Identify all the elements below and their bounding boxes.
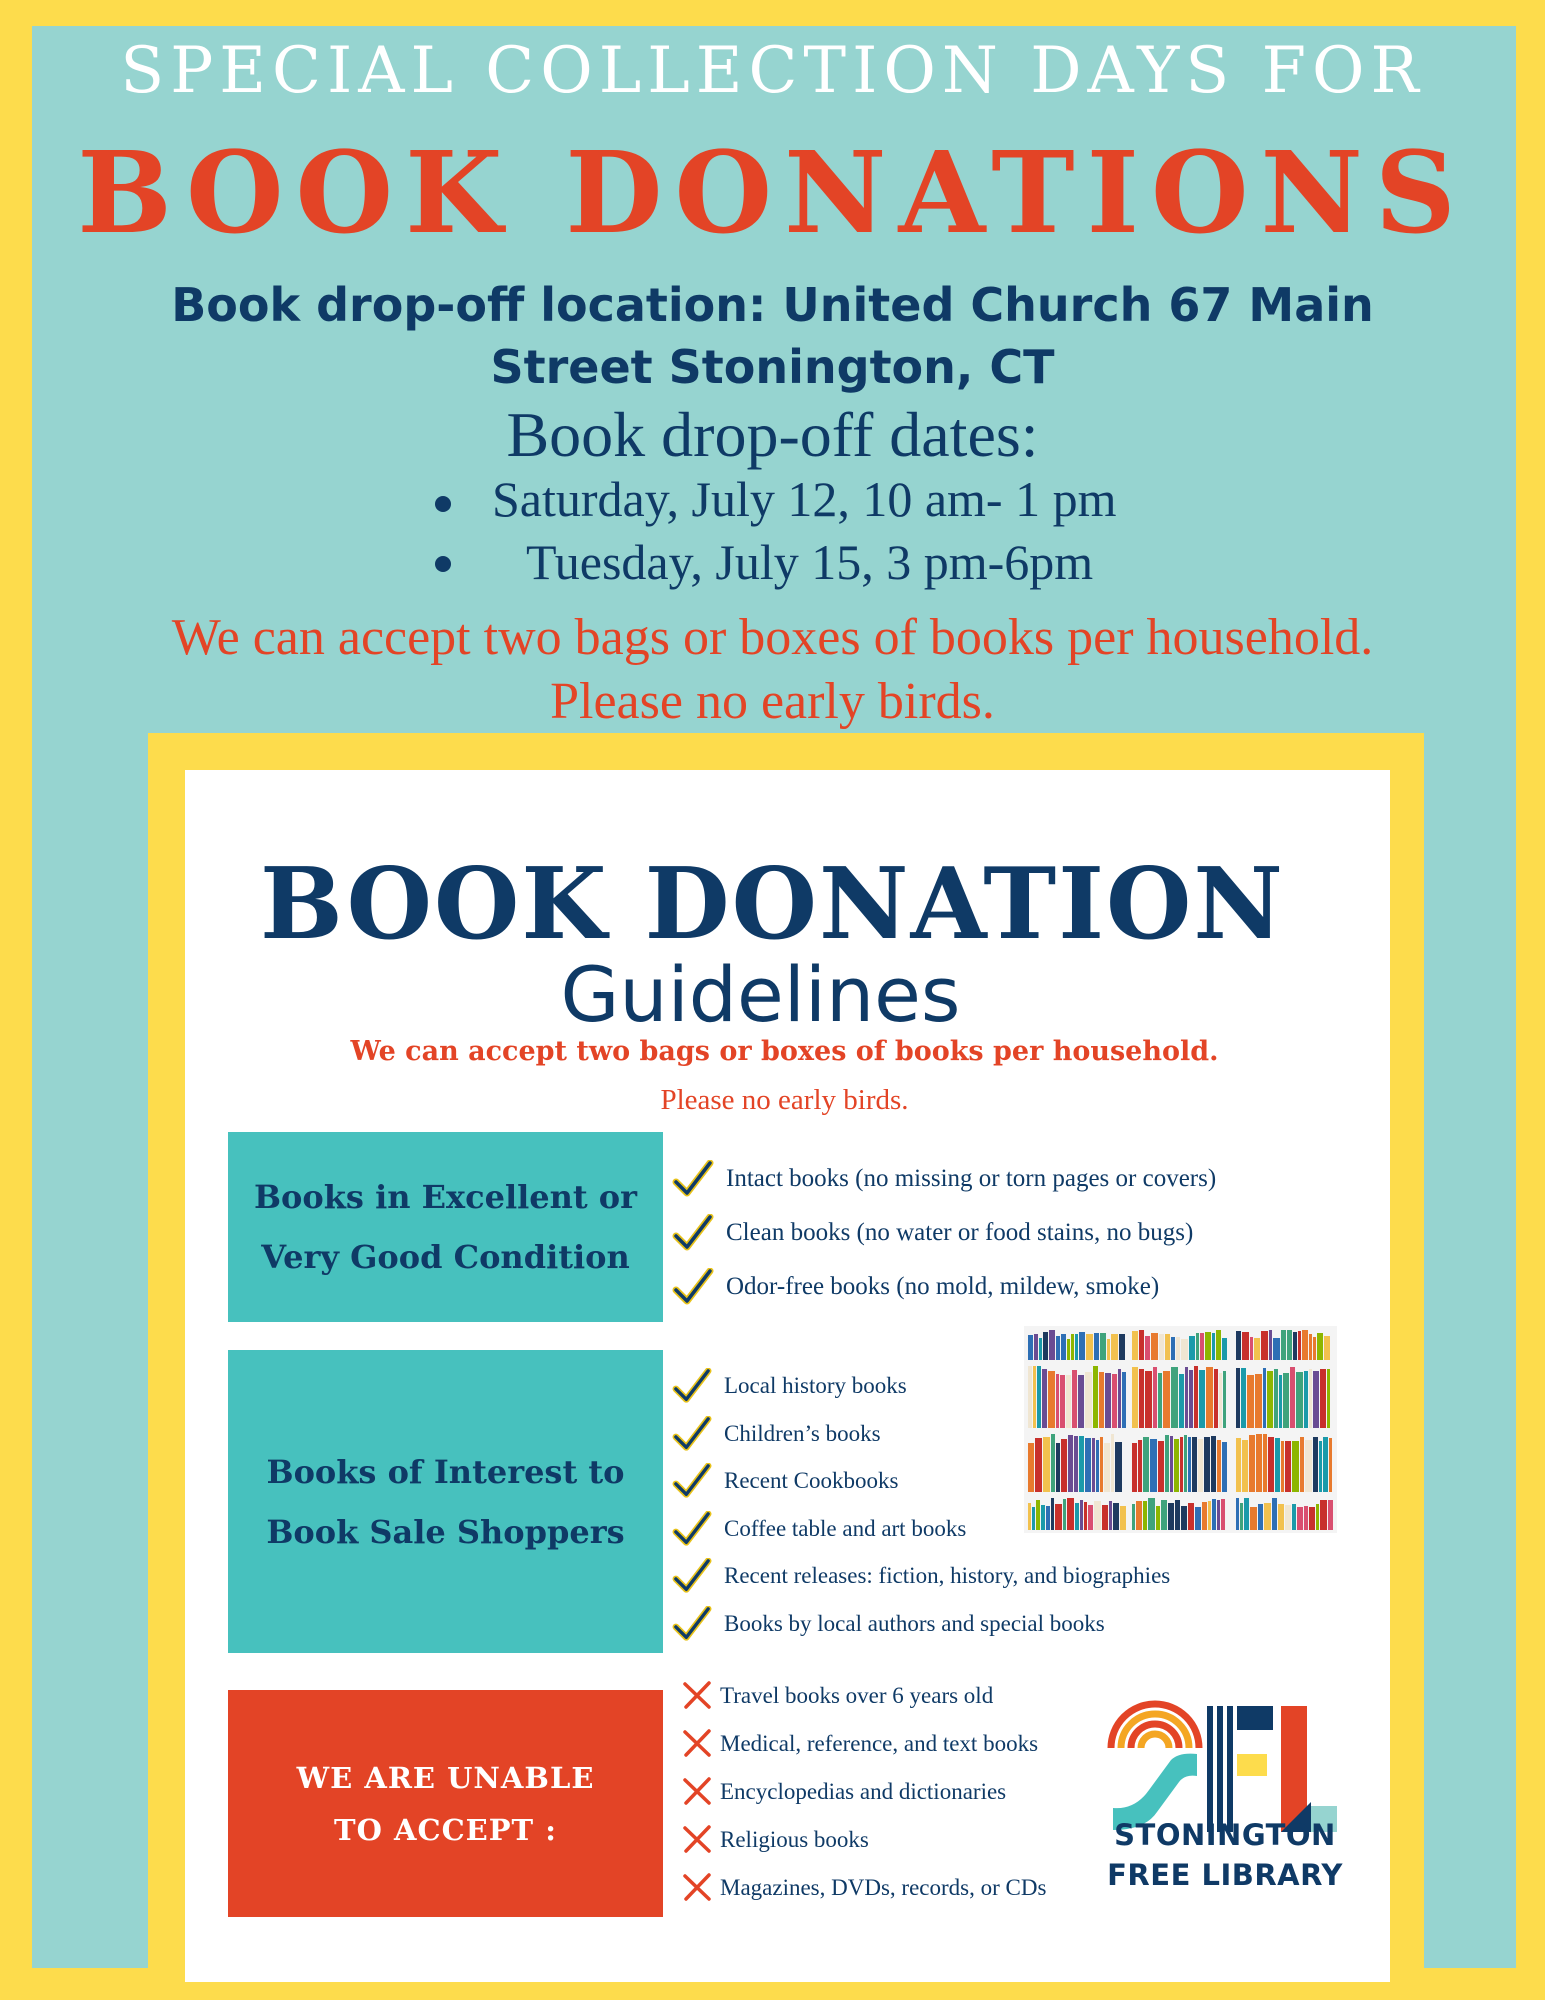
book-spine (1297, 1507, 1303, 1530)
book-spine (1249, 1435, 1255, 1492)
list-item (680, 1870, 1046, 1918)
unable-label-box (228, 1690, 663, 1917)
book-spine (1204, 1437, 1210, 1492)
interest-label-box (228, 1350, 663, 1653)
book-spine (1109, 1501, 1112, 1530)
book-spine (1293, 1332, 1297, 1360)
book-spine (1300, 1437, 1304, 1492)
list-item (680, 1726, 1046, 1774)
guidelines-note: We can accept two bags or boxes of books per household. (350, 1036, 1219, 1067)
book-spine (1324, 1336, 1330, 1360)
location-line: Book drop-off location: United Church 67 Main (171, 278, 1374, 332)
bullet-icon (435, 496, 451, 512)
book-spine (1273, 1338, 1280, 1360)
book-spine (1317, 1333, 1323, 1360)
book-spine (1222, 1442, 1227, 1492)
book-spine (1165, 1435, 1169, 1492)
book-spine (1285, 1441, 1291, 1492)
book-spine (1196, 1333, 1199, 1360)
book-spine (1304, 1371, 1308, 1428)
cross-icon (680, 1678, 714, 1712)
book-spine (1292, 1441, 1299, 1492)
book-spine (1181, 1506, 1187, 1530)
interest-label: Book Sale Shoppers (266, 1512, 625, 1551)
book-spine (1168, 1503, 1174, 1530)
book-spine (1136, 1501, 1142, 1530)
book-spine (1328, 1500, 1333, 1530)
book-spine (1094, 1333, 1099, 1360)
book-spine (1247, 1375, 1254, 1428)
book-spine (1329, 1438, 1332, 1492)
book-spine (1298, 1331, 1301, 1360)
date-item: Tuesday, July 15, 3 pm-6pm (526, 534, 1094, 590)
book-spine (1055, 1504, 1062, 1530)
book-spine (1111, 1334, 1118, 1360)
book-spine (1305, 1440, 1312, 1492)
book-spine (1071, 1334, 1074, 1360)
checkmark-icon (672, 1606, 712, 1644)
logo-wordmark: FREE LIBRARY (1107, 1858, 1343, 1892)
list-item-text: Medical, reference, and text books (720, 1731, 1039, 1756)
book-spine (1174, 1439, 1179, 1492)
list-item-text: Encyclopedias and dictionaries (720, 1779, 1007, 1804)
book-spine (1199, 1370, 1205, 1428)
book-spine (1180, 1437, 1183, 1492)
book-spine (1195, 1507, 1201, 1530)
book-spine (1159, 1334, 1164, 1360)
book-spine (1198, 1439, 1203, 1492)
book-spine (1067, 1339, 1070, 1360)
book-spine (1104, 1443, 1110, 1492)
unable-list (680, 1678, 1046, 1918)
book-spine (1313, 1371, 1319, 1428)
book-spine (1056, 1443, 1060, 1492)
book-spine (1200, 1333, 1204, 1360)
book-spine (1145, 1336, 1150, 1360)
guidelines-title: BOOK DONATION (260, 847, 1285, 962)
book-spine (1261, 1331, 1268, 1360)
book-spine (1242, 1332, 1249, 1360)
book-spine (1309, 1334, 1312, 1360)
book-spine (1244, 1498, 1249, 1530)
guidelines-subtitle: Guidelines (560, 950, 961, 1039)
book-spine (1039, 1338, 1042, 1360)
book-spine (1304, 1506, 1308, 1530)
book-spine (1221, 1499, 1225, 1530)
book-spine (1028, 1366, 1032, 1428)
condition-list (672, 1160, 1216, 1322)
book-spine (1148, 1498, 1155, 1530)
book-spine (1319, 1441, 1322, 1492)
book-spine (1107, 1339, 1110, 1360)
book-spine (1323, 1437, 1328, 1492)
book-spine (1061, 1334, 1066, 1360)
book-spine (1099, 1372, 1104, 1428)
book-spine (1250, 1337, 1253, 1360)
book-spine (1028, 1335, 1033, 1360)
book-spine (1263, 1368, 1266, 1428)
cross-icon (680, 1822, 714, 1856)
list-item-text: Magazines, DVDs, records, or CDs (720, 1875, 1047, 1900)
book-spine (1165, 1334, 1170, 1360)
book-spine (1042, 1369, 1047, 1428)
book-spine (1041, 1505, 1045, 1530)
book-spine (1033, 1366, 1036, 1428)
book-spine (1143, 1437, 1149, 1492)
list-item-text: Coffee table and art books (724, 1515, 967, 1541)
book-spine (1037, 1366, 1041, 1428)
book-spine (1113, 1503, 1119, 1530)
book-spine (1088, 1505, 1093, 1530)
book-spine (1100, 1437, 1103, 1492)
book-spine (1290, 1367, 1295, 1428)
book-spine (1189, 1336, 1195, 1360)
book-spine (1158, 1441, 1164, 1492)
book-spine (1072, 1370, 1077, 1428)
list-item-text: Recent releases: fiction, history, and biographies (724, 1563, 1171, 1588)
book-spine (1212, 1499, 1216, 1530)
header-kicker: SPECIAL COLLECTION DAYS FOR (120, 34, 1425, 108)
checkmark-icon (672, 1368, 712, 1406)
book-spine (1313, 1337, 1316, 1360)
book-spine (1208, 1501, 1211, 1530)
book-spine (1268, 1437, 1274, 1492)
unable-label: WE ARE UNABLE (296, 1760, 595, 1795)
book-spine (1192, 1437, 1197, 1492)
book-spine (1258, 1504, 1263, 1530)
list-item-text: Recent Cookbooks (724, 1468, 899, 1493)
cross-icon (680, 1870, 714, 1904)
book-spine (1170, 1436, 1173, 1492)
book-spine (1100, 1333, 1106, 1360)
book-spine (1216, 1330, 1221, 1360)
book-spine (1056, 1336, 1060, 1360)
list-item (672, 1160, 1216, 1214)
book-spine (1181, 1339, 1188, 1360)
book-spine (1139, 1330, 1144, 1360)
book-spine (1272, 1498, 1277, 1530)
logo-wordmark: STONINGTON (1114, 1818, 1336, 1852)
policy-line: We can accept two bags or boxes of books per household. (171, 609, 1374, 666)
book-spine (1202, 1502, 1207, 1530)
book-spine (1275, 1438, 1280, 1492)
list-item-text: Local history books (724, 1373, 907, 1398)
book-spine (1274, 1369, 1278, 1428)
list-item (672, 1606, 1170, 1654)
book-spine (1242, 1440, 1248, 1492)
book-spine (1175, 1500, 1180, 1530)
book-spine (1085, 1372, 1092, 1428)
list-item (672, 1268, 1216, 1322)
book-spine (1236, 1331, 1241, 1360)
book-spine (1309, 1507, 1315, 1530)
book-spine (1163, 1371, 1170, 1428)
list-item (680, 1678, 1046, 1726)
date-item: Saturday, July 12, 10 am- 1 pm (492, 471, 1117, 527)
book-spine (1171, 1337, 1175, 1360)
checkmark-icon (672, 1416, 712, 1454)
cross-icon (680, 1774, 714, 1808)
book-spine (1075, 1503, 1079, 1530)
book-spine (1153, 1367, 1157, 1428)
book-spine (1049, 1330, 1055, 1360)
book-spine (1111, 1434, 1114, 1492)
book-spine (1132, 1504, 1135, 1530)
book-spine (1236, 1368, 1240, 1428)
book-spine (1068, 1435, 1073, 1492)
book-spine (1185, 1367, 1188, 1428)
book-spine (1313, 1437, 1318, 1492)
bookshelf-image (1024, 1326, 1337, 1533)
book-spine (1035, 1438, 1042, 1492)
book-spine (1188, 1503, 1194, 1530)
book-spine (1296, 1372, 1303, 1428)
book-spine (1043, 1332, 1048, 1360)
book-spine (1278, 1504, 1284, 1530)
book-spine (1143, 1501, 1147, 1530)
book-spine (1250, 1507, 1257, 1530)
book-spine (1255, 1374, 1262, 1428)
checkmark-icon (672, 1511, 712, 1549)
book-spine (1194, 1366, 1198, 1428)
checkmark-icon (672, 1463, 712, 1501)
book-spine (1096, 1440, 1099, 1492)
book-spine (1267, 1371, 1273, 1428)
book-spine (1281, 1330, 1286, 1360)
book-spine (1211, 1436, 1216, 1492)
book-spine (1112, 1374, 1117, 1428)
book-spine (1279, 1375, 1282, 1428)
book-spine (1206, 1367, 1213, 1428)
book-spine (1120, 1506, 1126, 1530)
book-spine (1063, 1499, 1066, 1530)
book-spine (1067, 1498, 1074, 1530)
book-spine (1078, 1375, 1084, 1428)
list-item-text: Children’s books (724, 1420, 881, 1446)
book-spine (1028, 1503, 1031, 1530)
book-spine (1079, 1332, 1085, 1360)
book-spine (1212, 1333, 1215, 1360)
book-spine (1285, 1505, 1291, 1530)
book-spine (1263, 1434, 1267, 1492)
book-spine (1036, 1500, 1040, 1530)
book-spine (1264, 1503, 1271, 1530)
book-spine (1150, 1439, 1157, 1492)
book-spine (1156, 1506, 1160, 1530)
bullet-icon (435, 556, 451, 572)
book-spine (1184, 1435, 1187, 1492)
location-line: Street Stonington, CT (490, 340, 1055, 394)
list-item-text: Religious books (720, 1827, 869, 1852)
book-spine (1145, 1371, 1152, 1428)
book-spine (1066, 1375, 1071, 1428)
cross-icon (680, 1726, 714, 1760)
book-spine (1217, 1440, 1221, 1492)
book-spine (1048, 1371, 1055, 1428)
condition-label-box (228, 1132, 663, 1322)
book-spine (1119, 1334, 1125, 1360)
list-item-text: Books by local authors and special books (724, 1610, 1105, 1636)
list-item-text: Travel books over 6 years old (720, 1683, 994, 1708)
checkmark-icon (672, 1558, 712, 1596)
book-spine (1051, 1498, 1054, 1530)
book-spine (1115, 1442, 1122, 1492)
book-spine (1138, 1440, 1142, 1492)
dates-heading: Book drop-off dates: (506, 399, 1039, 470)
book-spine (1287, 1330, 1292, 1360)
condition-label: Books in Excellent or (254, 1178, 637, 1216)
list-item (680, 1774, 1046, 1822)
book-spine (1240, 1503, 1243, 1530)
book-spine (1086, 1334, 1093, 1360)
book-spine (1151, 1333, 1158, 1360)
book-spine (1043, 1437, 1050, 1492)
book-spine (1309, 1369, 1312, 1428)
book-spine (1189, 1370, 1193, 1428)
book-spine (1269, 1330, 1272, 1360)
book-spine (1092, 1438, 1095, 1492)
book-spine (1302, 1330, 1308, 1360)
book-spine (1222, 1338, 1227, 1360)
book-spine (1085, 1438, 1091, 1492)
list-item-text: Odor-free books (no mold, mildew, smoke) (726, 1273, 1160, 1300)
book-spine (1283, 1373, 1289, 1428)
list-item (672, 1214, 1216, 1268)
condition-label: Very Good Condition (261, 1238, 630, 1276)
book-spine (1079, 1436, 1084, 1492)
book-spine (1132, 1443, 1137, 1492)
book-spine (1105, 1373, 1111, 1428)
book-spine (1171, 1367, 1178, 1428)
book-spine (1327, 1369, 1330, 1428)
book-spine (1223, 1371, 1226, 1428)
list-item-text: Clean books (no water or food stains, no bugs) (726, 1219, 1194, 1246)
book-spine (1118, 1369, 1121, 1428)
guidelines-note: Please no early birds. (660, 1084, 909, 1116)
book-spine (1139, 1369, 1144, 1428)
list-item-text: Intact books (no missing or torn pages or covers) (726, 1165, 1217, 1192)
checkmark-icon (672, 1214, 714, 1254)
book-spine (1094, 1501, 1101, 1530)
book-spine (1028, 1443, 1034, 1492)
book-spine (1093, 1366, 1098, 1428)
book-spine (1236, 1438, 1241, 1492)
book-spine (1034, 1334, 1038, 1360)
book-spine (1179, 1374, 1184, 1428)
book-spine (1074, 1436, 1078, 1492)
book-spine (1046, 1506, 1050, 1530)
book-spine (1056, 1374, 1059, 1428)
book-spine (1061, 1439, 1067, 1492)
book-spine (1102, 1505, 1108, 1530)
book-spine (1219, 1373, 1222, 1428)
book-spine (1132, 1331, 1138, 1360)
checkmark-icon (672, 1268, 714, 1308)
policy-line: Please no early birds. (550, 673, 995, 730)
book-spine (1292, 1504, 1296, 1530)
list-item (672, 1558, 1170, 1606)
book-spine (1032, 1507, 1035, 1530)
interest-label: Books of Interest to (266, 1452, 625, 1491)
book-spine (1254, 1338, 1260, 1360)
book-spine (1158, 1373, 1162, 1428)
header-title: BOOK DONATIONS (77, 128, 1468, 259)
book-spine (1316, 1504, 1319, 1530)
book-spine (1320, 1500, 1327, 1530)
book-spine (1256, 1434, 1262, 1492)
book-spine (1241, 1368, 1246, 1428)
book-spine (1132, 1367, 1138, 1428)
book-spine (1080, 1500, 1083, 1530)
unable-label: TO ACCEPT : (334, 1812, 557, 1847)
book-spine (1320, 1369, 1326, 1428)
book-spine (1060, 1375, 1065, 1428)
book-spine (1214, 1369, 1218, 1428)
book-spine (1075, 1334, 1078, 1360)
book-spine (1161, 1500, 1167, 1530)
book-spine (1217, 1500, 1220, 1530)
book-spine (1084, 1502, 1087, 1530)
checkmark-icon (672, 1160, 714, 1200)
book-spine (1281, 1441, 1284, 1492)
book-spine (1122, 1372, 1126, 1428)
book-spine (1205, 1332, 1211, 1360)
list-item (680, 1822, 1046, 1870)
book-spine (1051, 1434, 1055, 1492)
book-spine (1176, 1337, 1180, 1360)
book-spine (1188, 1437, 1191, 1492)
book-spine (1236, 1498, 1239, 1530)
